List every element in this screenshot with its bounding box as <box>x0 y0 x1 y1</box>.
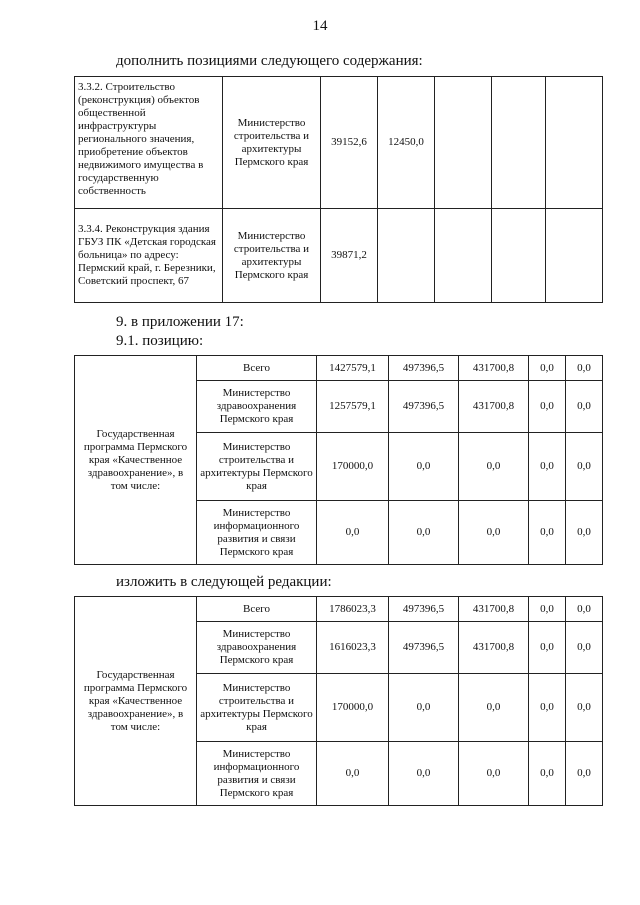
value-cell: 0,0 <box>529 433 566 501</box>
value-cell <box>378 209 435 303</box>
value-cell: 39152,6 <box>321 77 378 209</box>
table-row <box>75 597 603 622</box>
value-cell: 0,0 <box>566 381 603 433</box>
value-cell: 0,0 <box>317 501 389 565</box>
value-cell: 497396,5 <box>389 381 459 433</box>
agency-cell: Всего <box>197 597 317 622</box>
agency-cell: Министерство строительства и архитектуры Пермского края <box>197 674 317 742</box>
agency-cell: Министерство строительства и архитектуры Пермского края <box>223 209 321 303</box>
value-cell: 0,0 <box>529 381 566 433</box>
value-cell: 0,0 <box>459 674 529 742</box>
value-cell: 0,0 <box>566 742 603 806</box>
value-cell: 497396,5 <box>389 356 459 381</box>
agency-cell: Министерство информационного развития и связи Пермского края <box>197 742 317 806</box>
value-cell: 0,0 <box>566 433 603 501</box>
table-current-position <box>74 355 603 565</box>
value-cell: 497396,5 <box>389 622 459 674</box>
item-name: 3.3.2. Строительство (реконструкция) объектов общественной инфраструктуры регионального значения, приобретение объектов недвижимого имущества в государственную собственность <box>75 77 223 209</box>
value-cell: 0,0 <box>529 501 566 565</box>
empty-cell <box>435 209 492 303</box>
value-cell: 0,0 <box>459 501 529 565</box>
value-cell: 1786023,3 <box>317 597 389 622</box>
intro-text: дополнить позициями следующего содержания: <box>116 53 423 69</box>
empty-cell <box>435 77 492 209</box>
program-name: Государственная программа Пермского края «Качественное здравоохранение», в том числе: <box>75 356 197 565</box>
value-cell: 1616023,3 <box>317 622 389 674</box>
value-cell: 0,0 <box>529 356 566 381</box>
agency-cell: Министерство информационного развития и связи Пермского края <box>197 501 317 565</box>
agency-cell: Министерство здравоохранения Пермского края <box>197 622 317 674</box>
value-cell: 431700,8 <box>459 622 529 674</box>
agency-cell: Министерство строительства и архитектуры Пермского края <box>197 433 317 501</box>
value-cell: 39871,2 <box>321 209 378 303</box>
item-name: 3.3.4. Реконструкция здания ГБУЗ ПК «Детская городская больница» по адресу: Пермский край, г. Березники, Советский проспект, 67 <box>75 209 223 303</box>
value-cell: 0,0 <box>389 501 459 565</box>
value-cell: 0,0 <box>566 622 603 674</box>
value-cell: 431700,8 <box>459 356 529 381</box>
agency-cell: Всего <box>197 356 317 381</box>
program-name: Государственная программа Пермского края «Качественное здравоохранение», в том числе: <box>75 597 197 806</box>
table-additions <box>74 76 603 303</box>
value-cell: 12450,0 <box>378 77 435 209</box>
agency-cell: Министерство строительства и архитектуры Пермского края <box>223 77 321 209</box>
page-number: 14 <box>312 18 328 34</box>
item-9-1-text: 9.1. позицию: <box>116 333 204 349</box>
value-cell: 1257579,1 <box>317 381 389 433</box>
value-cell: 0,0 <box>566 356 603 381</box>
value-cell: 0,0 <box>317 742 389 806</box>
value-cell: 0,0 <box>529 674 566 742</box>
value-cell: 0,0 <box>389 742 459 806</box>
empty-cell <box>546 77 603 209</box>
table-row <box>75 356 603 381</box>
value-cell: 170000,0 <box>317 433 389 501</box>
value-cell: 0,0 <box>566 501 603 565</box>
empty-cell <box>492 209 546 303</box>
value-cell: 0,0 <box>459 742 529 806</box>
empty-cell <box>546 209 603 303</box>
value-cell: 0,0 <box>389 433 459 501</box>
value-cell: 0,0 <box>529 622 566 674</box>
value-cell: 431700,8 <box>459 381 529 433</box>
value-cell: 0,0 <box>459 433 529 501</box>
table-new-edition <box>74 596 603 806</box>
value-cell: 0,0 <box>566 597 603 622</box>
item-9-text: 9. в приложении 17: <box>116 314 244 330</box>
value-cell: 0,0 <box>529 742 566 806</box>
value-cell: 0,0 <box>529 597 566 622</box>
value-cell: 0,0 <box>389 674 459 742</box>
table-row <box>75 77 603 209</box>
restate-text: изложить в следующей редакции: <box>116 574 332 590</box>
empty-cell <box>492 77 546 209</box>
value-cell: 1427579,1 <box>317 356 389 381</box>
agency-cell: Министерство здравоохранения Пермского края <box>197 381 317 433</box>
value-cell: 0,0 <box>566 674 603 742</box>
value-cell: 431700,8 <box>459 597 529 622</box>
table-row <box>75 209 603 303</box>
value-cell: 497396,5 <box>389 597 459 622</box>
value-cell: 170000,0 <box>317 674 389 742</box>
